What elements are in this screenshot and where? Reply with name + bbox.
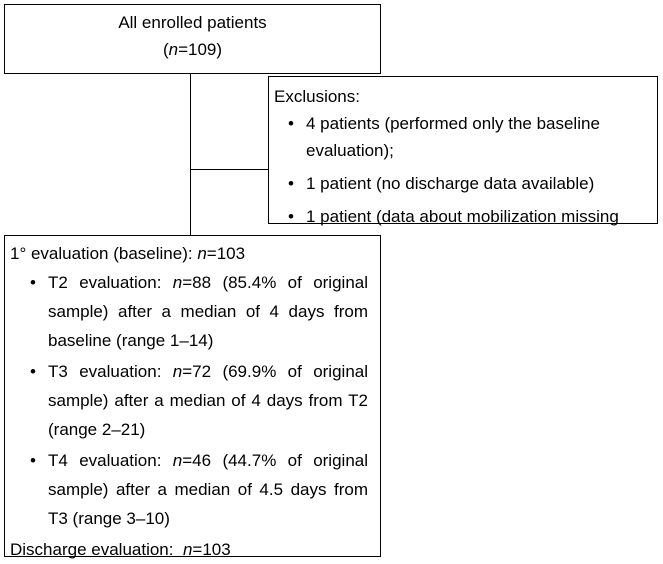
evaluation-item-t3: • T3 evaluation: n=72 (69.9% of original sample) after a median of 4 days from T2 (range 2–21) <box>10 357 380 444</box>
bullet-icon: • <box>288 174 294 193</box>
enrolled-count: (n=109) <box>162 40 223 59</box>
enrolled-title: All enrolled patients <box>118 13 267 32</box>
enrolled-patients-box <box>4 4 381 74</box>
bullet-icon: • <box>288 114 294 133</box>
bullet-icon: • <box>30 362 36 381</box>
exclusions-box <box>268 76 658 224</box>
exclusion-item-text: 1 patient (no discharge data available) <box>306 174 595 193</box>
exclusion-item-text: 4 patients (performed only the baseline evaluation); <box>306 114 600 160</box>
exclusion-branch-connector <box>190 169 268 170</box>
exclusion-item <box>274 170 657 197</box>
main-flow-connector <box>190 74 191 235</box>
bullet-icon: • <box>30 273 36 292</box>
evaluations-box <box>4 235 381 557</box>
evaluation-item-t4: • T4 evaluation: n=46 (44.7% of original sample) after a median of 4.5 days from T3 (range 3–10) <box>10 446 380 533</box>
exclusion-item-text: 1 patient (data about mobilization missing <box>306 207 619 226</box>
exclusions-heading: Exclusions: <box>274 87 360 106</box>
evaluation-item-t2: • T2 evaluation: n=88 (85.4% of original sample) after a median of 4 days from baseline (range 1–14) <box>10 268 380 355</box>
bullet-icon: • <box>30 451 36 470</box>
bullet-icon: • <box>288 207 294 226</box>
discharge-evaluation: Discharge evaluation: n=103 <box>10 540 231 559</box>
exclusion-item <box>274 203 657 230</box>
exclusion-item <box>274 110 657 164</box>
exclusions-list <box>274 110 657 230</box>
baseline-evaluation: 1° evaluation (baseline): n=103 <box>10 244 246 263</box>
